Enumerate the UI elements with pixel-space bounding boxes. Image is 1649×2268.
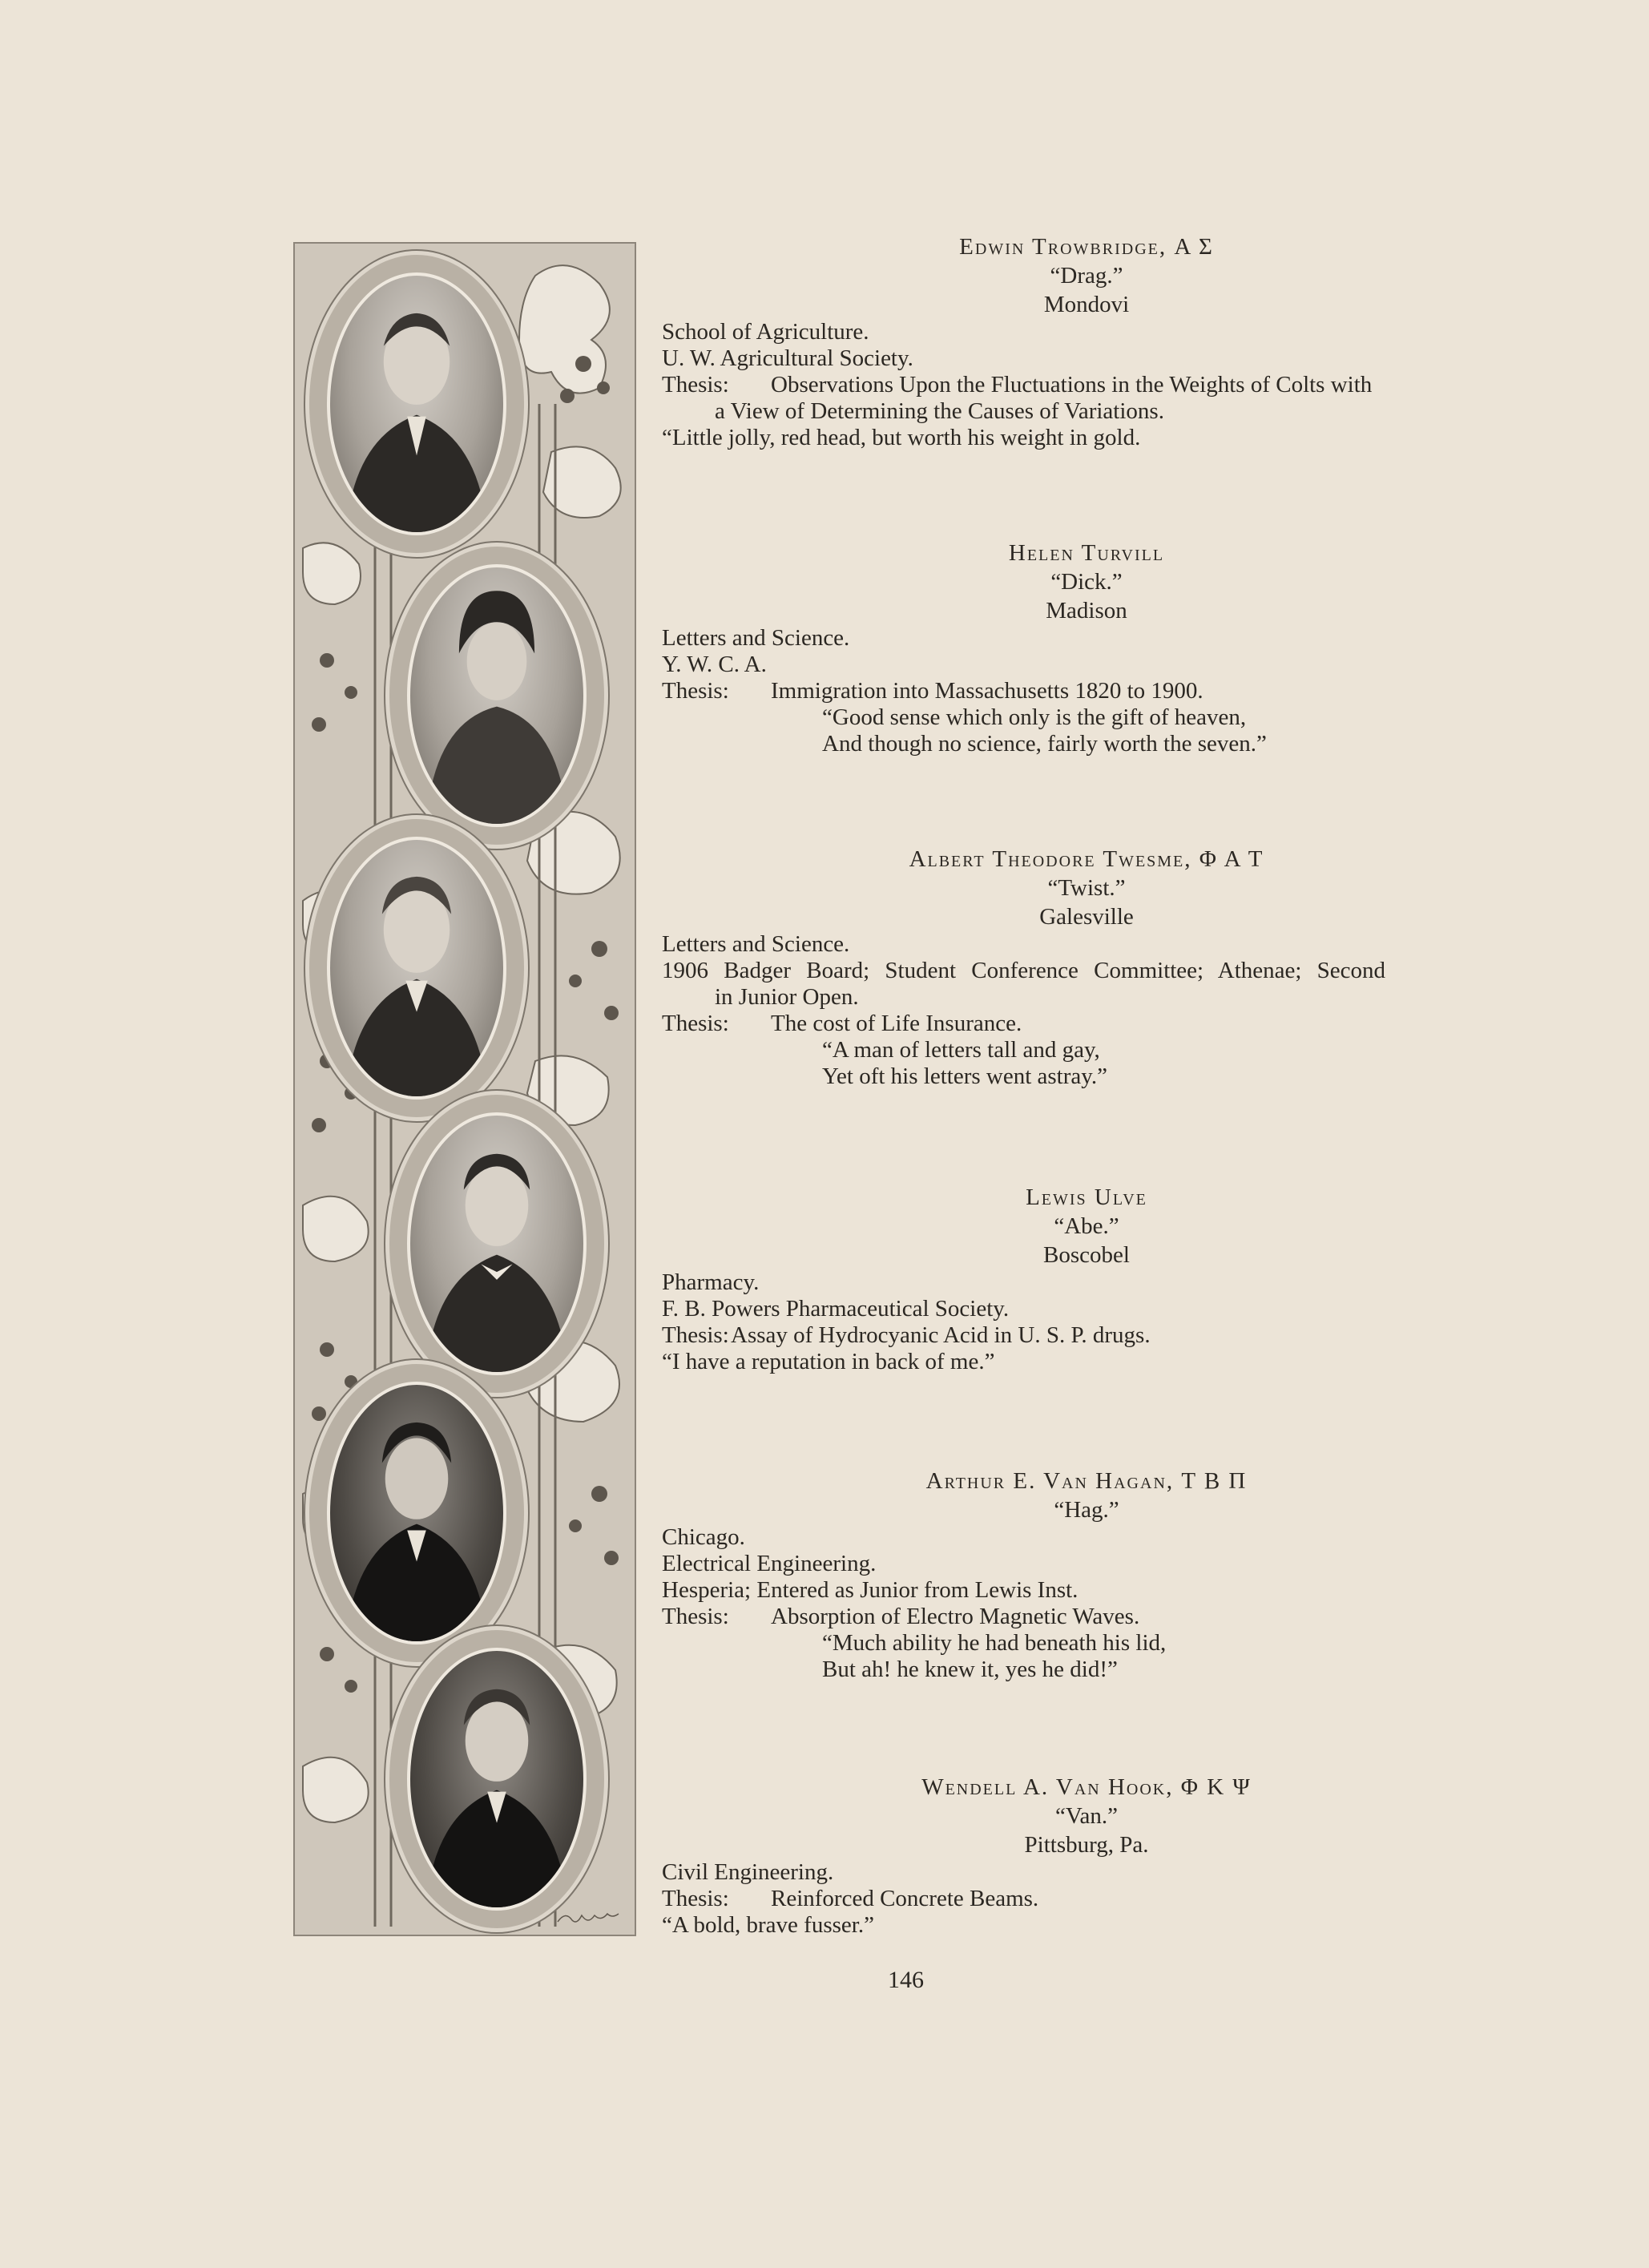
student-nickname: “Dick.” [1050, 569, 1123, 595]
student-name: Edwin Trowbridge, Α Σ [959, 234, 1214, 260]
entry-turvill [662, 539, 1511, 757]
entry-quote: “A man of letters tall and gay, [822, 1037, 1100, 1063]
thesis-line [662, 1604, 1511, 1630]
portrait-frame [389, 547, 604, 845]
portrait-van-hook [407, 1648, 587, 1911]
entry-line: Chicago. [662, 1524, 745, 1550]
entry-quote: “Little jolly, red head, but worth his weight in gold. [662, 425, 1141, 450]
student-hometown: Madison [1046, 598, 1127, 623]
student-hometown: Mondovi [1043, 292, 1130, 317]
thesis-title: Assay of Hydrocyanic Acid in U. S. P. drugs. [731, 1322, 1151, 1348]
portrait-frame [309, 1364, 524, 1662]
entry-line: Letters and Science. [662, 931, 850, 957]
thesis-label: Thesis: [662, 1886, 729, 1911]
signature-mark [556, 1910, 620, 1926]
portrait-frame [389, 1630, 604, 1928]
portrait-van-hagan [327, 1382, 506, 1645]
entry-quote: “Much ability he had beneath his lid, [822, 1630, 1167, 1656]
thesis-line [662, 1886, 1511, 1912]
thesis-label: Thesis: [662, 372, 729, 398]
portrait-ulve [407, 1112, 587, 1375]
student-name: Lewis Ulve [1026, 1184, 1147, 1210]
student-nickname: “Hag.” [1054, 1497, 1119, 1523]
entry-van-hook [662, 1773, 1511, 1939]
thesis-line [662, 1322, 1511, 1349]
entry-line: Civil Engineering. [662, 1859, 834, 1885]
student-name: Arthur E. Van Hagan, Τ Β Π [925, 1468, 1248, 1494]
thesis-title: Reinforced Concrete Beams. [771, 1886, 1039, 1911]
page-number: 146 [888, 1967, 924, 1993]
entry-line: a View of Determining the Causes of Variations. [715, 398, 1164, 424]
thesis-title: Immigration into Massachusetts 1820 to 1900. [771, 678, 1203, 704]
portrait-frame [309, 255, 524, 553]
entry-quote: But ah! he knew it, yes he did!” [822, 1657, 1118, 1682]
entry-quote: “Good sense which only is the gift of heaven, [822, 704, 1247, 730]
entry-quote: Yet oft his letters went astray.” [822, 1063, 1107, 1089]
entry-trowbridge [662, 232, 1511, 451]
entry-ulve [662, 1183, 1511, 1375]
entry-line: Hesperia; Entered as Junior from Lewis Inst. [662, 1577, 1079, 1603]
artist-signature [556, 1910, 620, 1930]
thesis-title: Absorption of Electro Magnetic Waves. [771, 1604, 1140, 1629]
entry-quote: And though no science, fairly worth the seven.” [822, 731, 1267, 757]
thesis-line [662, 678, 1511, 704]
student-nickname: “Van.” [1054, 1803, 1119, 1829]
entry-line: U. W. Agricultural Society. [662, 345, 913, 371]
thesis-title: The cost of Life Insurance. [771, 1011, 1022, 1036]
portrait-frame [309, 819, 524, 1117]
entry-line: Electrical Engineering. [662, 1551, 877, 1576]
thesis-label: Thesis: [662, 1011, 729, 1036]
portrait-trowbridge [327, 272, 506, 535]
thesis-label: Thesis: [662, 678, 729, 704]
entry-line: 1906 Badger Board; Student Conference Committee; Athenae; Second [662, 958, 1386, 983]
entry-twesme [662, 845, 1511, 1090]
entry-line: Y. W. C. A. [662, 652, 767, 677]
student-name: Wendell A. Van Hook, Φ Κ Ψ [921, 1774, 1252, 1800]
student-hometown: Galesville [1039, 904, 1134, 930]
portrait-turvill [407, 564, 587, 827]
entry-line: F. B. Powers Pharmaceutical Society. [662, 1296, 1010, 1322]
photo-strip [293, 242, 636, 1936]
entry-line: Letters and Science. [662, 625, 850, 651]
thesis-line [662, 372, 1511, 398]
thesis-label: Thesis: [662, 1322, 729, 1348]
thesis-line [662, 1011, 1511, 1037]
entry-line: in Junior Open. [715, 984, 859, 1010]
thesis-title: Observations Upon the Fluctuations in the Weights of Colts with [771, 372, 1373, 398]
student-name: Helen Turvill [1008, 540, 1165, 566]
student-hometown: Boscobel [1043, 1242, 1130, 1268]
student-hometown: Pittsburg, Pa. [1024, 1832, 1149, 1858]
entry-line: School of Agriculture. [662, 319, 869, 345]
entry-quote: “A bold, brave fusser.” [662, 1912, 874, 1938]
portrait-twesme [327, 837, 506, 1100]
student-nickname: “Twist.” [1047, 875, 1126, 901]
portrait-frame [389, 1095, 604, 1393]
student-nickname: “Abe.” [1054, 1213, 1119, 1239]
thesis-label: Thesis: [662, 1604, 729, 1629]
entry-quote: “I have a reputation in back of me.” [662, 1349, 995, 1374]
student-name: Albert Theodore Twesme, Φ Α Τ [909, 846, 1264, 872]
entry-line: Pharmacy. [662, 1269, 760, 1295]
entry-van-hagan [662, 1467, 1511, 1683]
student-nickname: “Drag.” [1050, 263, 1123, 289]
